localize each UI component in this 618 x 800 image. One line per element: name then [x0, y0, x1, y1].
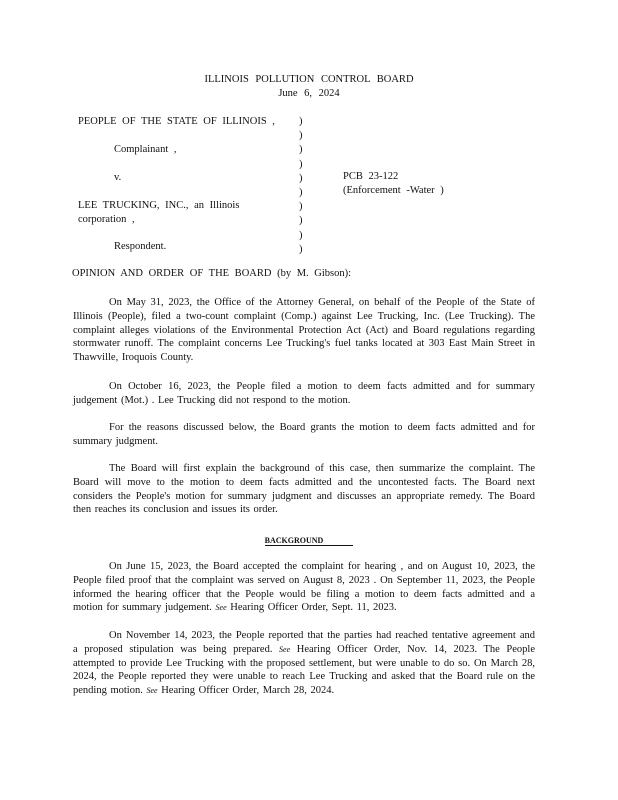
paren-mark: ) [299, 215, 303, 227]
background-2-citation: Hearing Officer Order, March 28, 2024. [157, 685, 335, 697]
see-signal: See [146, 686, 158, 696]
see-signal: See [279, 644, 291, 654]
case-caption [78, 115, 498, 255]
paren-mark: ) [299, 144, 303, 156]
paren-mark: ) [299, 229, 303, 241]
background-1-citation: Hearing Officer Order, Sept. 11, 2023. [226, 602, 397, 614]
paragraph-outline: The Board will first explain the background of this case, then summarize the complaint. The Board will move to the motion to deem facts admitted and the uncontested facts. The Board next considers the People's motion for summary judgment and discusses an appropriate remedy. The Board then reaches its conclusion and issues its order. [73, 463, 535, 516]
document-date: June 6, 2024 [278, 88, 340, 99]
paren-mark: ) [299, 186, 303, 198]
background-1-text: On June 15, 2023, the Board accepted the complaint for hearing , and on August 10, 2023, the People filed proof that the complaint was served on August 8, 2023 . On September 11, 2023, the People informed the hearing officer that the People would be filing a motion to deem facts admitted and a motion for summary judgement. [73, 561, 535, 614]
background-2-text: On November 14, 2023, the People reported that the parties had reached tentative agreement and a proposed stipulation was being prepared. [73, 630, 535, 655]
paragraph-complaint: On May 31, 2023, the Office of the Attorney General, on behalf of the People of the State of Illinois (People), filed a two-count complaint (Comp.) against Lee Trucking, Inc. (Lee Trucking). The complaint alleges violations of the Environmental Protection Act (Act) and Board regulations regarding stormwater runoff. The complaint concerns Lee Trucking's fuel tanks located at 303 East Main Street in Thawville, Iroquois County. [73, 297, 535, 364]
opinion-heading: OPINION AND ORDER OF THE BOARD (by M. Gibson): [72, 268, 352, 279]
plaintiff-role: Complainant , [114, 144, 177, 155]
section-heading [0, 534, 618, 548]
plaintiff-name: PEOPLE OF THE STATE OF ILLINOIS , [78, 116, 275, 127]
paragraph-ruling: For the reasons discussed below, the Board grants the motion to deem facts admitted and for summary judgment. [73, 422, 535, 447]
case-number: PCB 23-122 [343, 171, 399, 182]
see-signal: See [215, 603, 227, 613]
background-2-text-cont: Hearing Officer Order, Nov. 14, 2023. The People attempted to provide Lee Trucking with the proposed settlement, but were unable to do so. On March 28, 2024, the People reported they were unable to reach Lee Trucking and asked that the Board rule on the pending motion. [73, 643, 535, 697]
versus: v. [114, 172, 122, 183]
paren-mark: ) [299, 116, 303, 127]
paren-mark: ) [299, 201, 303, 213]
paren-mark: ) [299, 130, 303, 142]
paragraph-background-1 [73, 560, 535, 615]
caption-parentheses [299, 115, 303, 257]
paren-mark: ) [299, 158, 303, 170]
paren-mark: ) [299, 243, 303, 255]
case-identifier [343, 170, 444, 198]
defendant-role: Respondent. [114, 241, 167, 252]
board-title: ILLINOIS POLLUTION CONTROL BOARD [204, 74, 414, 85]
defendant-name: LEE TRUCKING, INC., an Illinois [78, 200, 240, 211]
defendant-name-cont: corporation , [78, 214, 135, 225]
paren-mark: ) [299, 172, 303, 184]
background-heading: BACKGROUND [265, 536, 354, 546]
case-type: (Enforcement -Water ) [343, 185, 444, 196]
paragraph-motion: On October 16, 2023, the People filed a motion to deem facts admitted and for summary judgement (Mot.) . Lee Trucking did not respond to the motion. [73, 381, 535, 406]
document-header [0, 73, 618, 101]
paragraph-background-2 [73, 629, 535, 698]
